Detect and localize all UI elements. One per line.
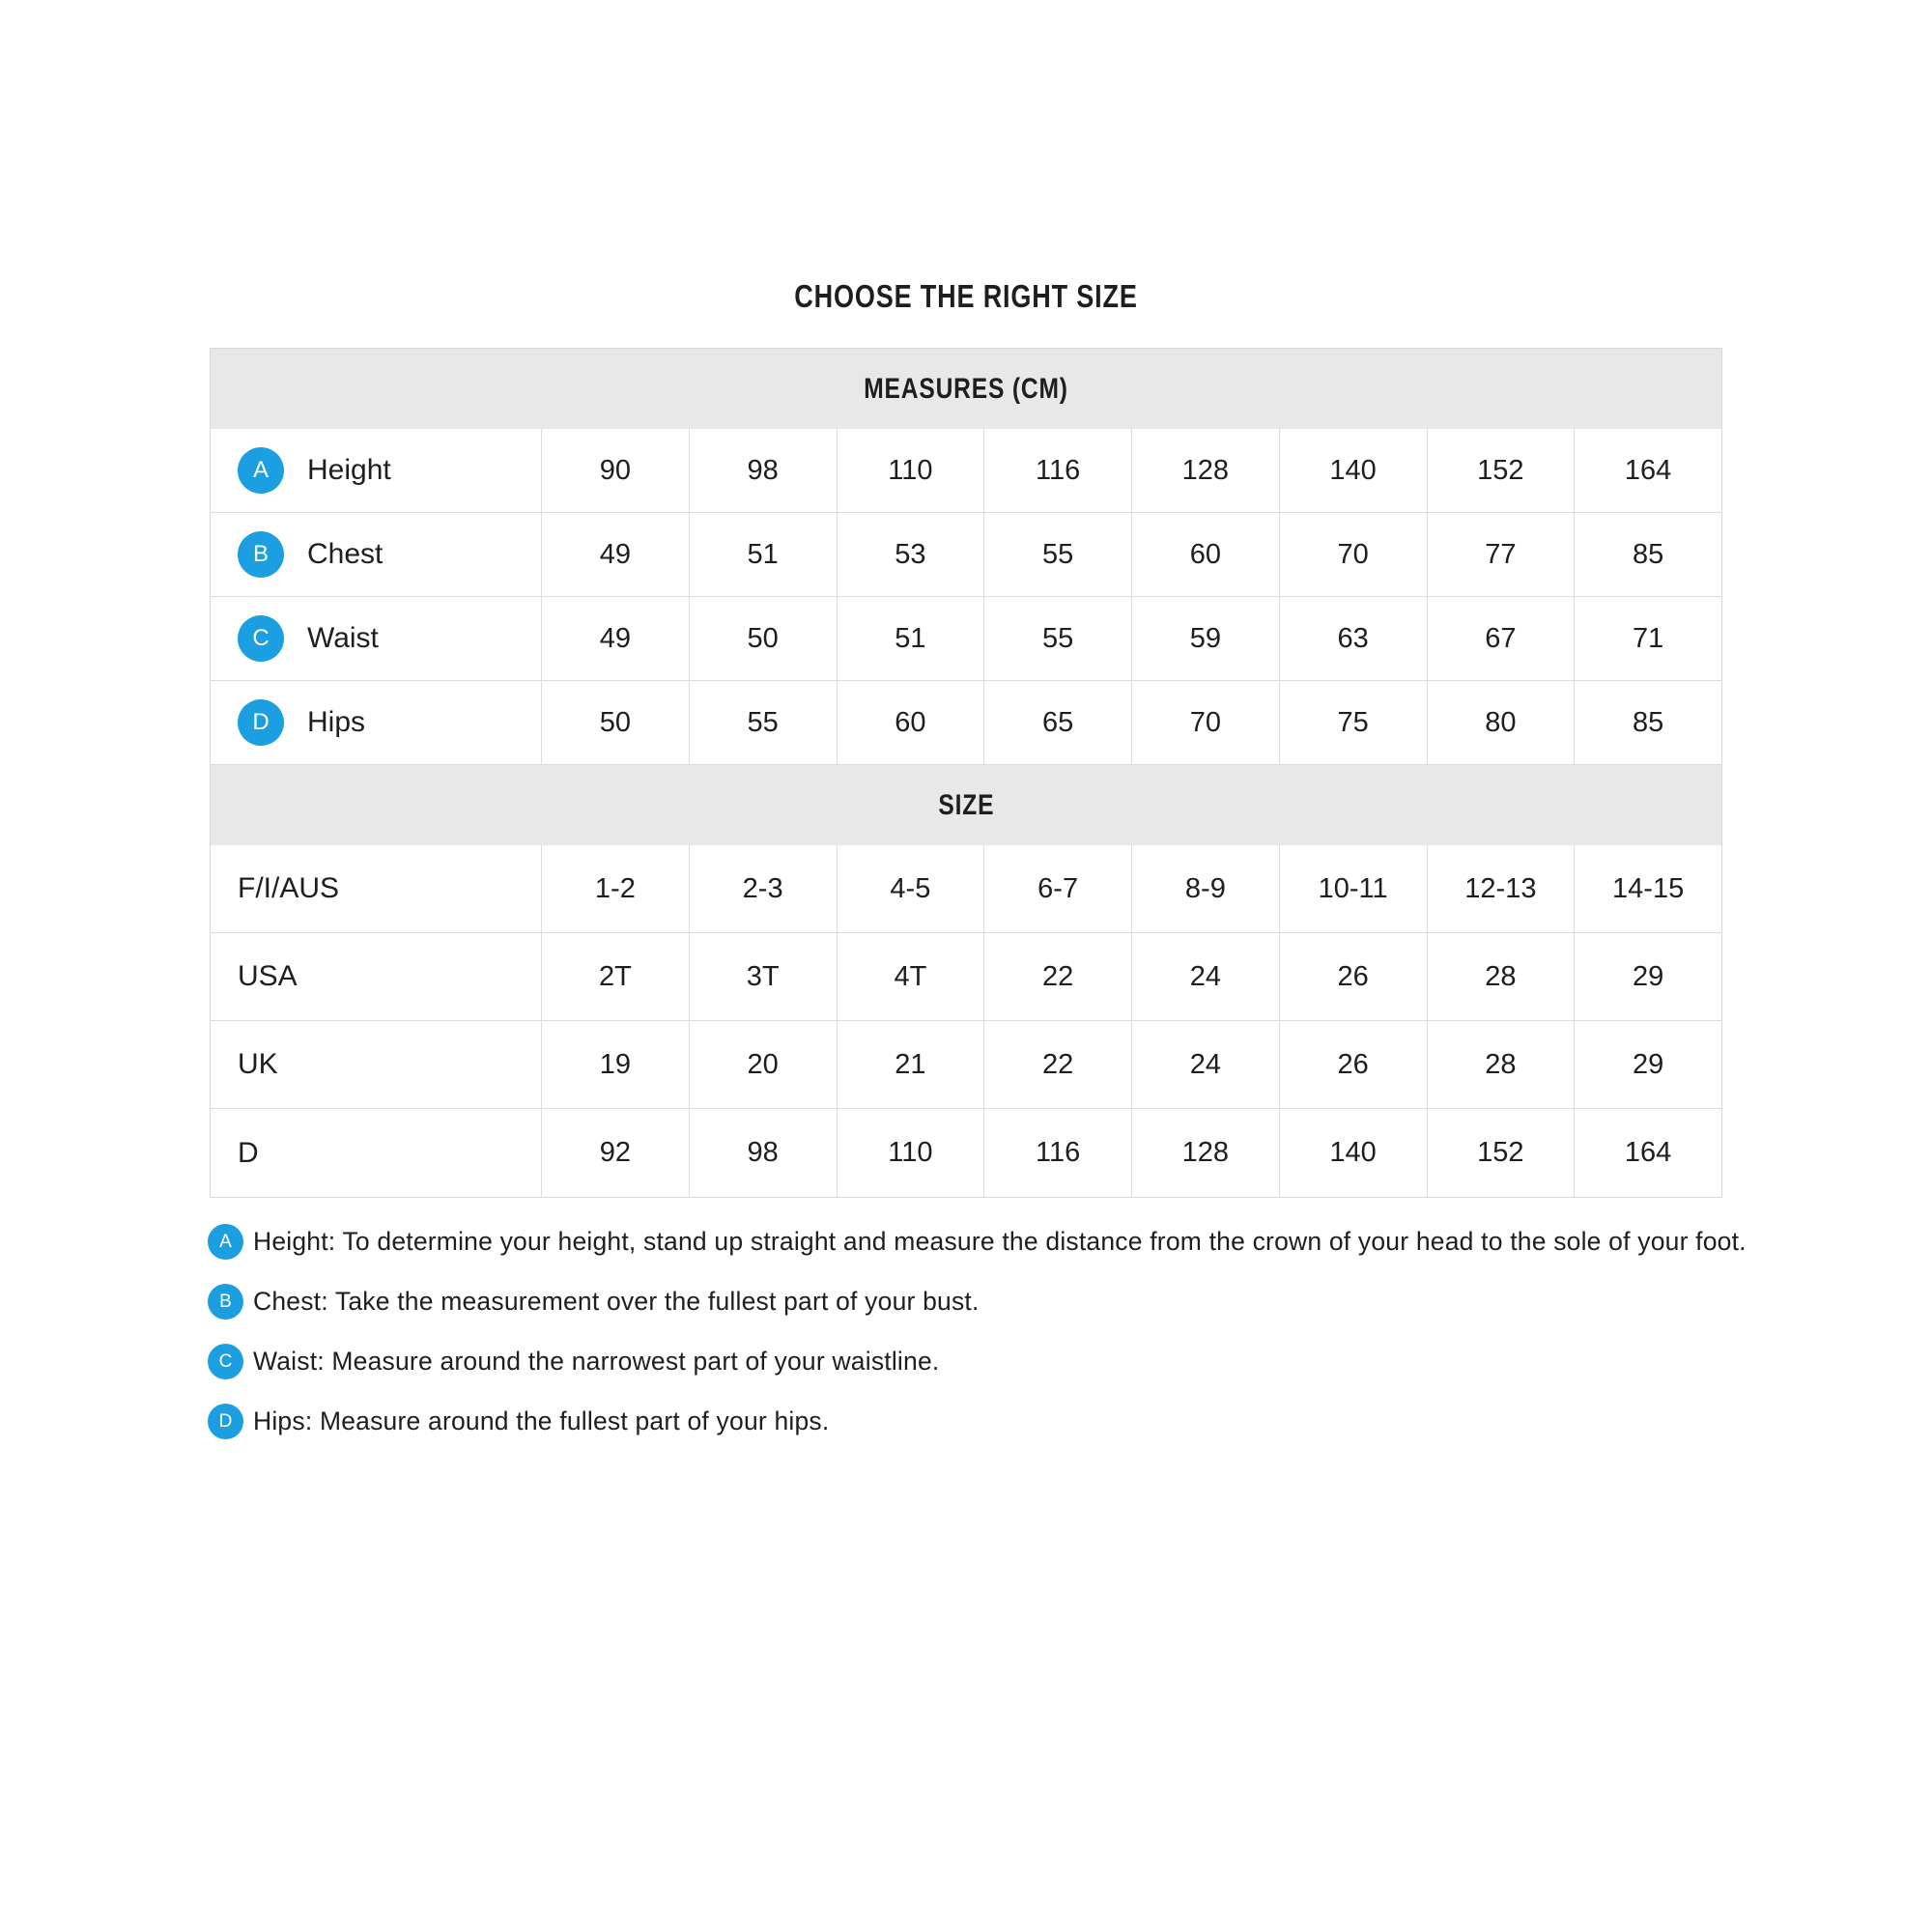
row-label-waist: [211, 597, 541, 680]
badge-b-icon: B: [208, 1284, 243, 1320]
table-cell: 140: [1279, 429, 1427, 512]
table-cell: 67: [1427, 597, 1575, 680]
table-cell: 77: [1427, 513, 1575, 596]
table-cell: 24: [1131, 1021, 1279, 1108]
measures-section-header: [211, 349, 1721, 429]
table-cell: 29: [1574, 933, 1721, 1020]
table-row-chest: [211, 513, 1721, 597]
row-label-text: Waist: [307, 622, 379, 654]
table-cell: 85: [1574, 513, 1721, 596]
badge-d-icon: D: [208, 1404, 243, 1439]
table-cell: 92: [541, 1109, 689, 1197]
table-cell: 128: [1131, 1109, 1279, 1197]
row-label-text: F/I/AUS: [238, 872, 340, 904]
table-cell: 98: [689, 429, 837, 512]
table-cell: 8-9: [1131, 845, 1279, 932]
table-cell: 29: [1574, 1021, 1721, 1108]
row-label-text: USA: [238, 960, 298, 992]
table-cell: 21: [837, 1021, 984, 1108]
table-cell: 51: [689, 513, 837, 596]
table-cell: 98: [689, 1109, 837, 1197]
row-label-uk: [211, 1021, 541, 1108]
table-cell: 6-7: [983, 845, 1131, 932]
table-row-usa: [211, 933, 1721, 1021]
table-cell: 116: [983, 1109, 1131, 1197]
table-cell: 26: [1279, 1021, 1427, 1108]
table-cell: 3T: [689, 933, 837, 1020]
table-cell: 70: [1131, 681, 1279, 764]
table-cell: 20: [689, 1021, 837, 1108]
table-cell: 164: [1574, 429, 1721, 512]
table-cell: 28: [1427, 933, 1575, 1020]
row-label-height: [211, 429, 541, 512]
measurement-notes: [208, 1224, 1753, 1463]
note-height: [208, 1224, 1753, 1260]
table-row-fiaus: [211, 845, 1721, 933]
table-cell: 55: [983, 513, 1131, 596]
badge-a-icon: A: [208, 1224, 243, 1260]
table-cell: 14-15: [1574, 845, 1721, 932]
table-cell: 10-11: [1279, 845, 1427, 932]
row-label-text: Hips: [307, 706, 366, 738]
table-cell: 80: [1427, 681, 1575, 764]
badge-a-icon: A: [238, 447, 284, 494]
row-label-text: D: [238, 1136, 259, 1169]
row-label-chest: [211, 513, 541, 596]
table-cell: 60: [837, 681, 984, 764]
table-cell: 75: [1279, 681, 1427, 764]
table-cell: 24: [1131, 933, 1279, 1020]
table-cell: 59: [1131, 597, 1279, 680]
note-chest: [208, 1284, 1753, 1320]
table-cell: 152: [1427, 429, 1575, 512]
table-cell: 1-2: [541, 845, 689, 932]
size-section-header: [211, 765, 1721, 845]
row-label-fiaus: [211, 845, 541, 932]
badge-c-icon: C: [208, 1344, 243, 1379]
row-label-d: [211, 1109, 541, 1197]
table-row-hips: [211, 681, 1721, 765]
table-row-waist: [211, 597, 1721, 681]
note-hips: [208, 1404, 1753, 1439]
table-cell: 49: [541, 597, 689, 680]
row-label-text: UK: [238, 1048, 278, 1080]
table-cell: 164: [1574, 1109, 1721, 1197]
row-label-hips: [211, 681, 541, 764]
table-row-d: [211, 1109, 1721, 1197]
table-cell: 50: [689, 597, 837, 680]
table-cell: 71: [1574, 597, 1721, 680]
table-cell: 2T: [541, 933, 689, 1020]
badge-c-icon: C: [238, 615, 284, 662]
table-cell: 19: [541, 1021, 689, 1108]
table-cell: 22: [983, 1021, 1131, 1108]
note-waist: [208, 1344, 1753, 1379]
table-cell: 4-5: [837, 845, 984, 932]
note-text: Chest: Take the measurement over the fullest part of your bust.: [253, 1287, 980, 1316]
row-label-usa: [211, 933, 541, 1020]
size-section-header-label: SIZE: [938, 788, 994, 821]
table-cell: 2-3: [689, 845, 837, 932]
size-chart-table: [210, 348, 1722, 1198]
table-cell: 110: [837, 429, 984, 512]
table-cell: 51: [837, 597, 984, 680]
table-cell: 4T: [837, 933, 984, 1020]
table-row-uk: [211, 1021, 1721, 1109]
table-cell: 12-13: [1427, 845, 1575, 932]
table-cell: 60: [1131, 513, 1279, 596]
table-cell: 110: [837, 1109, 984, 1197]
table-row-height: [211, 429, 1721, 513]
table-cell: 85: [1574, 681, 1721, 764]
table-cell: 116: [983, 429, 1131, 512]
table-cell: 90: [541, 429, 689, 512]
row-label-text: Height: [307, 454, 391, 486]
table-cell: 70: [1279, 513, 1427, 596]
table-cell: 22: [983, 933, 1131, 1020]
page-title: CHOOSE THE RIGHT SIZE: [794, 278, 1138, 314]
note-text: Hips: Measure around the fullest part of your hips.: [253, 1406, 830, 1435]
note-text: Height: To determine your height, stand up straight and measure the distance from the crown of your head to the sole of your foot.: [253, 1227, 1747, 1256]
table-cell: 63: [1279, 597, 1427, 680]
table-cell: 50: [541, 681, 689, 764]
badge-b-icon: B: [238, 531, 284, 578]
table-cell: 53: [837, 513, 984, 596]
table-cell: 152: [1427, 1109, 1575, 1197]
table-cell: 65: [983, 681, 1131, 764]
table-cell: 140: [1279, 1109, 1427, 1197]
note-text: Waist: Measure around the narrowest part of your waistline.: [253, 1347, 940, 1376]
measures-section-header-label: MEASURES (CM): [864, 372, 1068, 405]
table-cell: 28: [1427, 1021, 1575, 1108]
table-cell: 55: [983, 597, 1131, 680]
row-label-text: Chest: [307, 538, 384, 570]
table-cell: 55: [689, 681, 837, 764]
table-cell: 26: [1279, 933, 1427, 1020]
table-cell: 128: [1131, 429, 1279, 512]
badge-d-icon: D: [238, 699, 284, 746]
table-cell: 49: [541, 513, 689, 596]
